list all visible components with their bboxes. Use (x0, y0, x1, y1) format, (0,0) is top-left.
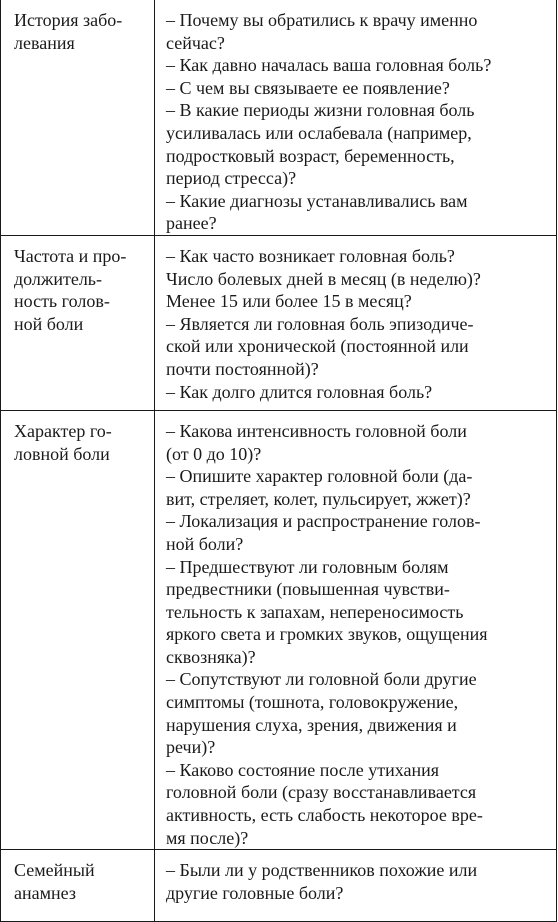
category-label: Частота и про- должитель- ность голов- ной боли (14, 245, 127, 334)
question-line: сейчас? (166, 32, 225, 53)
question-line: – Является ли головная боль эпизодиче- (166, 313, 474, 334)
questions-cell (155, 0, 557, 235)
question-line: – Как давно началась ваша головная боль? (166, 55, 492, 76)
category-cell (1, 850, 155, 922)
category-label: Характер го- ловной боли (14, 420, 112, 464)
question-line: головной боли (сразу восстанавливается (166, 782, 477, 803)
question-line: – Как долго длится головная боль? (166, 381, 433, 402)
question-line: другие головные боли? (166, 882, 344, 903)
question-line: – С чем вы связываете ее появление? (166, 77, 450, 98)
category-cell (1, 235, 155, 410)
question-line: (от 0 до 10)? (166, 443, 262, 464)
question-line: мя после)? (166, 827, 249, 848)
category-label: Семейный анамнез (14, 860, 95, 903)
question-line: тельность к запахам, непереносимость (166, 601, 464, 622)
question-line: речи)? (166, 737, 216, 758)
question-line: Менее 15 или более 15 в месяц? (166, 291, 412, 312)
question-line: – В какие периоды жизни головная боль (166, 100, 475, 121)
question-line: яркого света и громких звуков, ощущения (166, 624, 488, 645)
category-cell (1, 0, 155, 235)
questions-list (155, 236, 556, 403)
table-row (1, 410, 557, 849)
question-line: ранее? (166, 213, 217, 234)
questions-cell (155, 235, 557, 410)
question-line: – Были ли у родственников похожие или (166, 860, 478, 881)
questions-list (155, 0, 556, 235)
questions-list (155, 411, 556, 849)
question-line: усиливалась или ослабевала (например, (166, 122, 472, 143)
question-line: – Какие диагнозы устанавливались вам (166, 190, 468, 211)
question-line: нарушения слуха, зрения, движения и (166, 714, 457, 735)
question-line: – Как часто возникает головная боль? (166, 245, 455, 266)
question-line: ской или хронической (постоянной или (166, 336, 469, 357)
question-line: – Почему вы обратились к врачу именно (166, 10, 478, 30)
question-line: – Какова интенсивность головной боли (166, 420, 467, 441)
table-row (1, 0, 557, 235)
question-line: – Сопутствуют ли головной боли другие (166, 669, 477, 690)
question-line: почти постоянной)? (166, 358, 319, 379)
question-line: активность, есть слабость некоторое вре- (166, 805, 483, 826)
question-line: вит, стреляет, колет, пульсирует, жжет)? (166, 488, 471, 509)
question-line: Число болевых дней в месяц (в неделю)? (166, 268, 481, 289)
category-cell (1, 410, 155, 849)
question-line: период стресса)? (166, 168, 297, 189)
question-line: – Опишите характер головной боли (да- (166, 466, 473, 487)
question-line: симптомы (тошнота, головокружение, (166, 692, 459, 713)
question-line: – Предшествуют ли головным болям (166, 556, 449, 577)
category-label: История забо- левания (14, 10, 123, 53)
questions-list (155, 850, 556, 904)
table-row (1, 850, 557, 922)
question-line: предвестники (повышенная чувстви- (166, 579, 450, 600)
question-line: подростковый возраст, беременность, (166, 145, 455, 166)
table-row (1, 235, 557, 410)
questions-cell (155, 850, 557, 922)
question-line: – Каково состояние после утихания (166, 759, 440, 780)
question-line: сквозняка)? (166, 646, 256, 667)
question-line: ной боли? (166, 533, 244, 554)
questions-cell (155, 410, 557, 849)
question-line: – Локализация и распространение голов- (166, 511, 481, 532)
